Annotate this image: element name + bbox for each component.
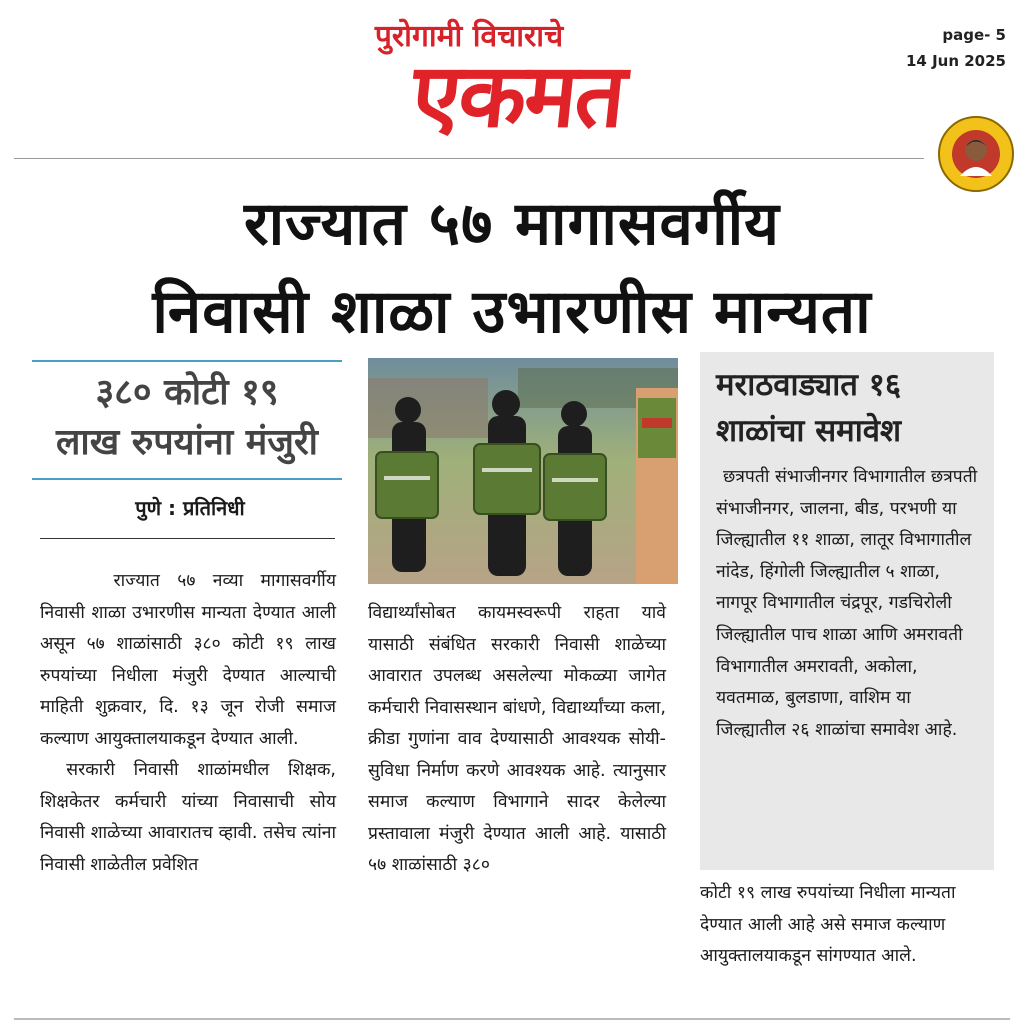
sidebar-paragraph: छत्रपती संभाजीनगर विभागातील छत्रपती संभाजीनगर, जालना, बीड, परभणी या जिल्ह्यातील ११ शाळा, लातूर विभागातील नांदेड, हिंगोली जिल्ह्यातील ५ शाळा, नागपूर विभागातील चंद्रपूर, गडचिरोली जिल्ह्यातील पाच शाळा आणि अमरावती विभागातील अमरावती, अकोला, यवतमाळ, बुलडाणा, वाशिम या जिल्ह्यातील २६ शाळांचा समावेश आहे. [716, 467, 978, 740]
article-paragraph: कोटी १९ लाख रुपयांच्या निधीला मान्यता देण्यात आली आहे असे समाज कल्याण आयुक्तालयाकडून सांगण्यात आले. [700, 883, 956, 966]
article-column-2 [368, 598, 666, 882]
sidebar-body [716, 462, 986, 746]
sidebar-title [716, 362, 986, 454]
article-column-1 [40, 566, 336, 881]
subheadline-line-1: ३८० कोटी १९ [95, 372, 279, 413]
article-paragraph: राज्यात ५७ नव्या मागासवर्गीय निवासी शाळा उभारणीस मान्यता देण्यात आली असून ५७ शाळांसाठी ३८० कोटी १९ लाख रुपयांच्या निधीला मंजुरी देण्यात आल्याची माहिती शुक्रवार, दि. १३ जून रोजी समाज कल्याण आयुक्तालयाकडून देण्यात आली. [40, 571, 336, 749]
avatar-icon [940, 118, 1012, 190]
dateline-divider [40, 538, 335, 539]
article-paragraph: सरकारी निवासी शाळांमधील शिक्षक, शिक्षकेतर कर्मचारी यांच्या निवासाची सोय निवासी शाळेच्या आवारातच व्हावी. तसेच त्यांना निवासी शाळेतील प्रवेशित [40, 760, 336, 875]
edition-date: 14 Jun 2025 [905, 52, 1006, 70]
sidebar-title-line-1: मराठवाड्यात १६ [716, 367, 901, 403]
masthead-tagline: पुरोगामी विचाराचे [374, 19, 564, 54]
schoolchildren-photo [368, 358, 678, 584]
bottom-border [14, 1018, 1010, 1020]
sidebar-title-line-2: शाळांचा समावेश [716, 413, 902, 449]
profile-badge [938, 116, 1014, 192]
students-with-backpacks-image [368, 358, 678, 584]
headline-line-1: राज्यात ५७ मागासवर्गीय [244, 189, 780, 259]
page-number: page- 5 [942, 26, 1006, 44]
subheadline-line-2: लाख रुपयांना मंजुरी [55, 422, 319, 463]
newspaper-logo: एकमत [407, 44, 629, 147]
dateline: पुणे : प्रतिनिधी [135, 496, 245, 520]
subheadline-box [32, 360, 342, 480]
article-paragraph: विद्यार्थ्यांसोबत कायमस्वरूपी राहता यावे यासाठी संबंधित सरकारी निवासी शाळेच्या आवारात उपलब्ध असलेल्या मोकळ्या जागेत कर्मचारी निवासस्थान बांधणे, विद्यार्थ्यांच्या कला, क्रीडा गुणांना वाव देण्यासाठी आवश्यक सोयी-सुविधा निर्माण करणे आवश्यक आहे. त्यानुसार समाज कल्याण विभागाने सादर केलेल्या प्रस्तावाला मंजुरी देण्यात आली आहे. यासाठी ५७ शाळांसाठी ३८० [368, 603, 666, 875]
headline-line-2: निवासी शाळा उभारणीस मान्यता [152, 277, 872, 347]
article-column-3 [700, 878, 994, 973]
masthead-divider [14, 158, 924, 159]
page-info [906, 22, 1006, 74]
